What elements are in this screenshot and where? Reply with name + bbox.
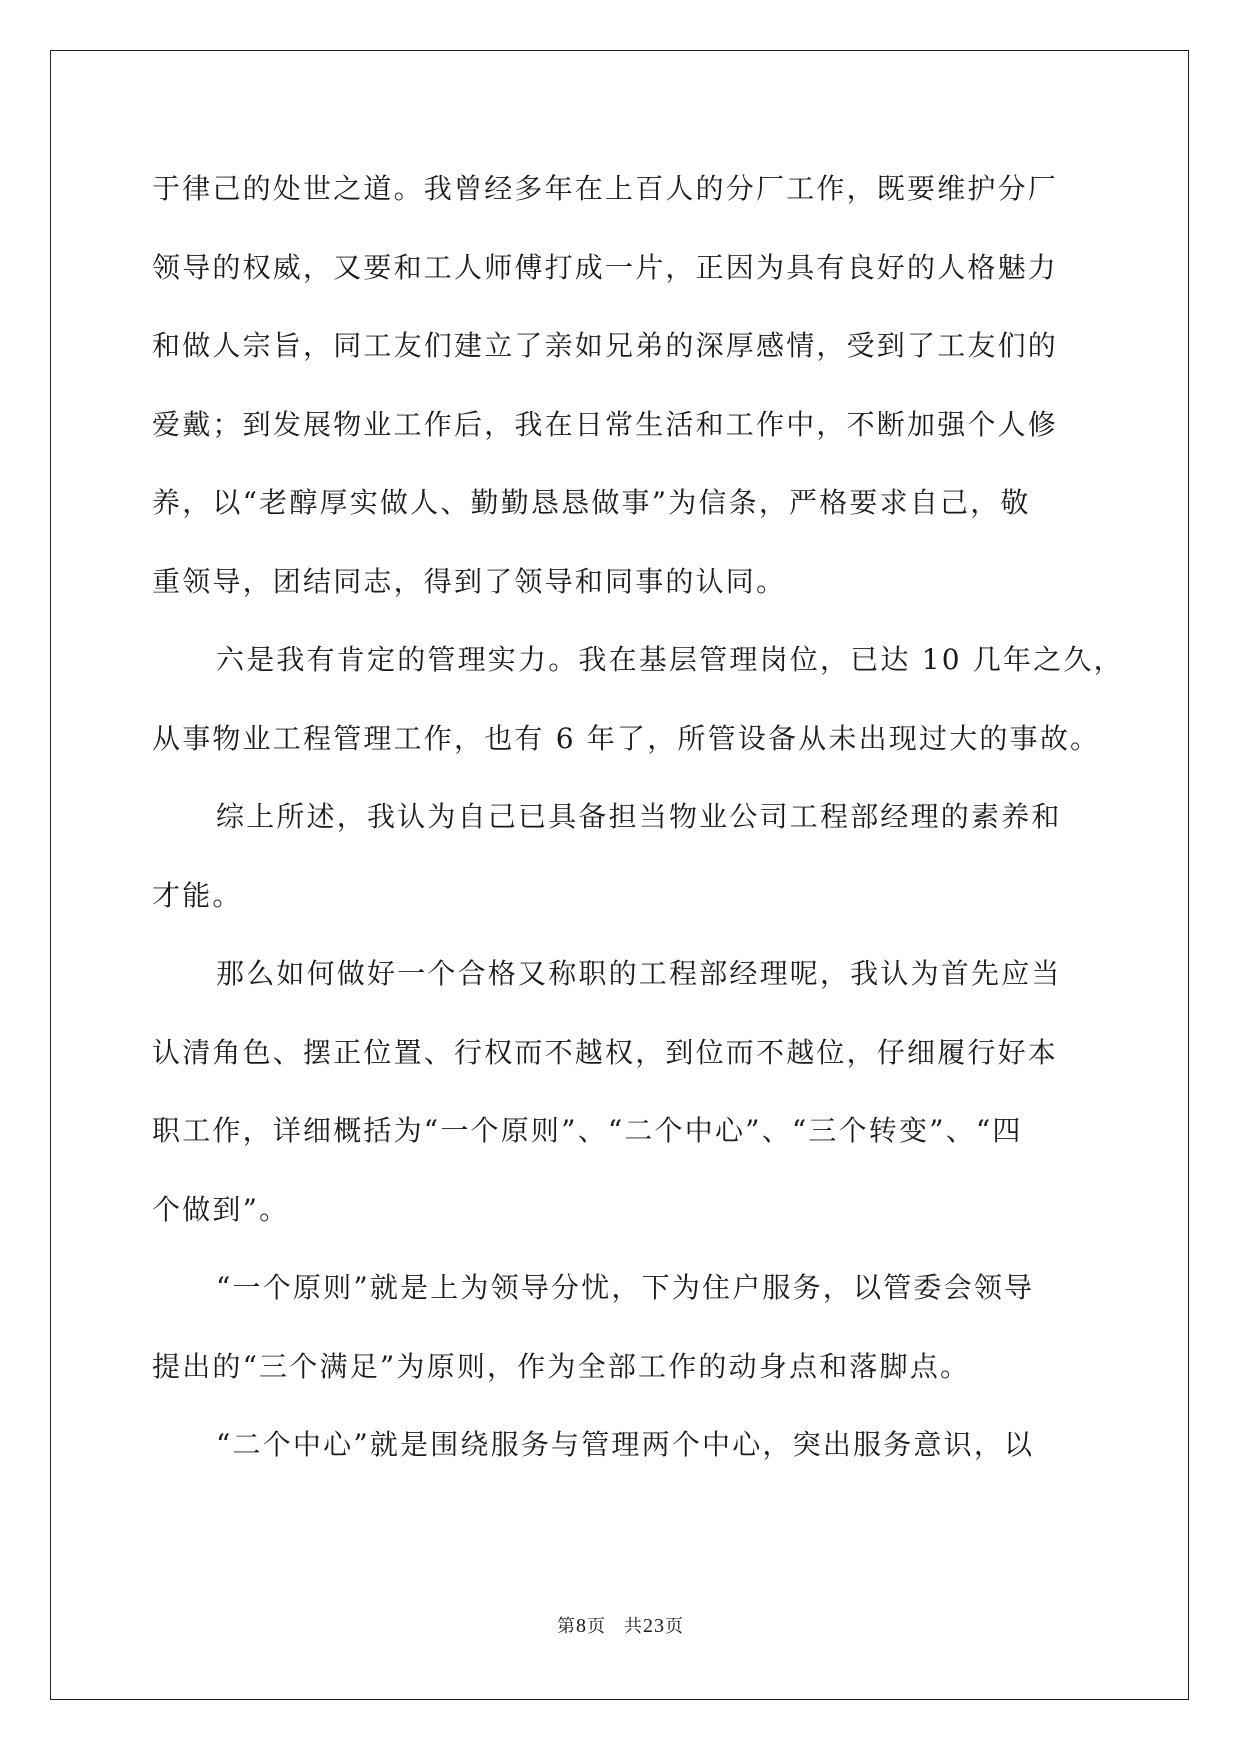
page-footer	[0, 1612, 1241, 1638]
page-suffix: 页	[587, 1616, 606, 1637]
total-prefix: 共	[624, 1616, 643, 1637]
total-suffix: 页	[665, 1616, 684, 1637]
text-line: 认清角色、摆正位置、行权而不越权，到位而不越位，仔细履行好本	[152, 1035, 1059, 1069]
text-line: 于律己的处世之道。我曾经多年在上百人的分厂工作，既要维护分厂	[152, 172, 1059, 205]
text-line: 爱戴；到发展物业工作后，我在日常生活和工作中，不断加强个人修	[152, 407, 1059, 441]
paragraph-first-line: 那么如何做好一个合格又称职的工程部经理呢，我认为首先应当	[216, 957, 1062, 990]
text-line: 个做到”。	[152, 1192, 290, 1226]
text-line: 和做人宗旨，同工友们建立了亲如兄弟的深厚感情，受到了工友们的	[152, 329, 1059, 362]
page-prefix: 第	[557, 1616, 576, 1637]
page-current: 8	[576, 1615, 587, 1637]
text-line: 养，以“老醇厚实做人、勤勤恳恳做事”为信条，严格要求自己，敬	[152, 486, 1031, 519]
text-line: 从事物业工程管理工作，也有 6 年了，所管设备从未出现过大的事故。	[152, 721, 1101, 755]
text-line: 重领导，团结同志，得到了领导和同事的认同。	[152, 564, 787, 598]
document-body	[152, 150, 1124, 1485]
text-line: 才能。	[152, 878, 243, 912]
text-line: 职工作，详细概括为“一个原则”、“二个中心”、“三个转变”、“四	[152, 1114, 1023, 1147]
page-total: 23	[643, 1615, 665, 1637]
text-line: 领导的权威，又要和工人师傅打成一片，正因为具有良好的人格魅力	[152, 250, 1059, 284]
paragraph-first-line: “二个中心”就是围绕服务与管理两个中心，突出服务意识，以	[216, 1428, 1035, 1461]
paragraph-first-line: 综上所述，我认为自己已具备担当物业公司工程部经理的素养和	[216, 800, 1062, 833]
text-line: 提出的“三个满足”为原则，作为全部工作的动身点和落脚点。	[152, 1349, 971, 1383]
paragraph-first-line: “一个原则”就是上为领导分忧，下为住户服务，以管委会领导	[216, 1271, 1035, 1304]
paragraph-first-line: 六是我有肯定的管理实力。我在基层管理岗位，已达 10 几年之久，	[216, 643, 1124, 676]
